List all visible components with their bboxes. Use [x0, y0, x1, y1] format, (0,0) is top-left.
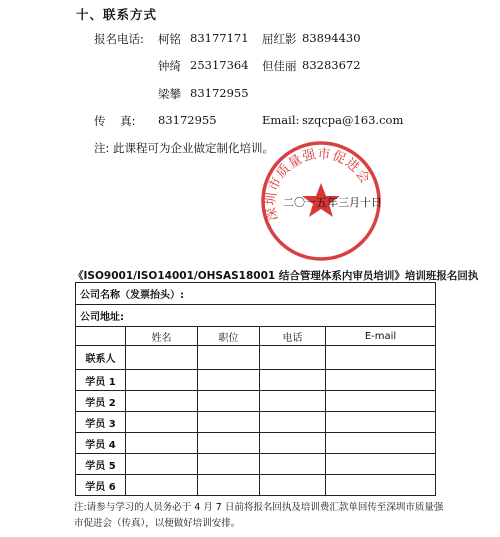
- table-row: [76, 346, 436, 370]
- company-name-label: 公司名称（发票抬头）:: [80, 290, 184, 301]
- input-cell[interactable]: [126, 454, 198, 475]
- input-cell[interactable]: [198, 412, 260, 433]
- company-address-label: 公司地址:: [80, 312, 124, 323]
- row-label: 学员 6: [76, 475, 126, 496]
- registration-form-table: [75, 282, 436, 496]
- table-row: [76, 391, 436, 412]
- input-cell[interactable]: [260, 454, 326, 475]
- input-cell[interactable]: [260, 346, 326, 370]
- contact-phone: 83172955: [190, 86, 249, 100]
- input-cell[interactable]: [126, 412, 198, 433]
- header-cell: E-mail: [326, 327, 436, 346]
- input-cell[interactable]: [326, 370, 436, 391]
- section-title: 十、联系方式: [76, 7, 158, 22]
- email-address[interactable]: szqcpa@163.com: [302, 113, 404, 127]
- input-cell[interactable]: [126, 433, 198, 454]
- email-label: Email:: [262, 113, 300, 127]
- input-cell[interactable]: [326, 433, 436, 454]
- table-row: [76, 412, 436, 433]
- table-row: [76, 433, 436, 454]
- input-cell[interactable]: [260, 475, 326, 496]
- fax-label: 传 真:: [94, 114, 136, 128]
- row-label: 联系人: [76, 346, 126, 370]
- row-label: 学员 5: [76, 454, 126, 475]
- custom-training-note: 注: 此课程可为企业做定制化培训。: [94, 141, 275, 155]
- row-label: 学员 3: [76, 412, 126, 433]
- input-cell[interactable]: [198, 346, 260, 370]
- contact-phone: 83894430: [302, 31, 361, 45]
- input-cell[interactable]: [198, 370, 260, 391]
- input-cell[interactable]: [260, 391, 326, 412]
- header-cell-empty: [76, 327, 126, 346]
- input-cell[interactable]: [126, 370, 198, 391]
- input-cell[interactable]: [260, 433, 326, 454]
- input-cell[interactable]: [326, 391, 436, 412]
- table-row: [76, 475, 436, 496]
- contact-phone: 83283672: [302, 58, 361, 72]
- input-cell[interactable]: [260, 370, 326, 391]
- company-address-field[interactable]: [76, 305, 436, 327]
- input-cell[interactable]: [198, 454, 260, 475]
- contact-name: 屈红影: [262, 32, 297, 46]
- table-header-row: [76, 327, 436, 346]
- row-label: 学员 4: [76, 433, 126, 454]
- input-cell[interactable]: [126, 346, 198, 370]
- input-cell[interactable]: [326, 346, 436, 370]
- contact-phone: 83177171: [190, 31, 249, 45]
- company-name-field[interactable]: [76, 283, 436, 305]
- input-cell[interactable]: [198, 433, 260, 454]
- seal-text: 深圳市质量强市促进会: [263, 146, 373, 222]
- fax-number: 83172955: [158, 113, 217, 127]
- form-title: 《ISO9001/ISO14001/OHSAS18001 结合管理体系内审员培训》培训班报名回执: [73, 270, 479, 282]
- input-cell[interactable]: [260, 412, 326, 433]
- contact-name: 但佳丽: [262, 59, 297, 73]
- contact-name: 梁攀: [158, 87, 181, 101]
- footer-note: 注:请参与学习的人员务必于 4 月 7 日前将报名回执及培训费汇款单回传至深圳市质量强市促进会（传真），以便做好培训安排。: [74, 502, 444, 529]
- table-row: [76, 454, 436, 475]
- input-cell[interactable]: [326, 412, 436, 433]
- contact-name: 柯铭: [158, 32, 181, 46]
- input-cell[interactable]: [126, 391, 198, 412]
- row-label: 学员 1: [76, 370, 126, 391]
- header-cell: 姓名: [126, 327, 198, 346]
- row-label: 学员 2: [76, 391, 126, 412]
- input-cell[interactable]: [198, 475, 260, 496]
- header-cell: 电话: [260, 327, 326, 346]
- issue-date: 二〇一五年三月十日: [283, 196, 382, 209]
- contact-name: 钟绮: [158, 59, 181, 73]
- input-cell[interactable]: [326, 454, 436, 475]
- table-row: [76, 370, 436, 391]
- input-cell[interactable]: [126, 475, 198, 496]
- header-cell: 职位: [198, 327, 260, 346]
- phone-label: 报名电话:: [94, 32, 144, 46]
- input-cell[interactable]: [198, 391, 260, 412]
- input-cell[interactable]: [326, 475, 436, 496]
- contact-phone: 25317364: [190, 58, 249, 72]
